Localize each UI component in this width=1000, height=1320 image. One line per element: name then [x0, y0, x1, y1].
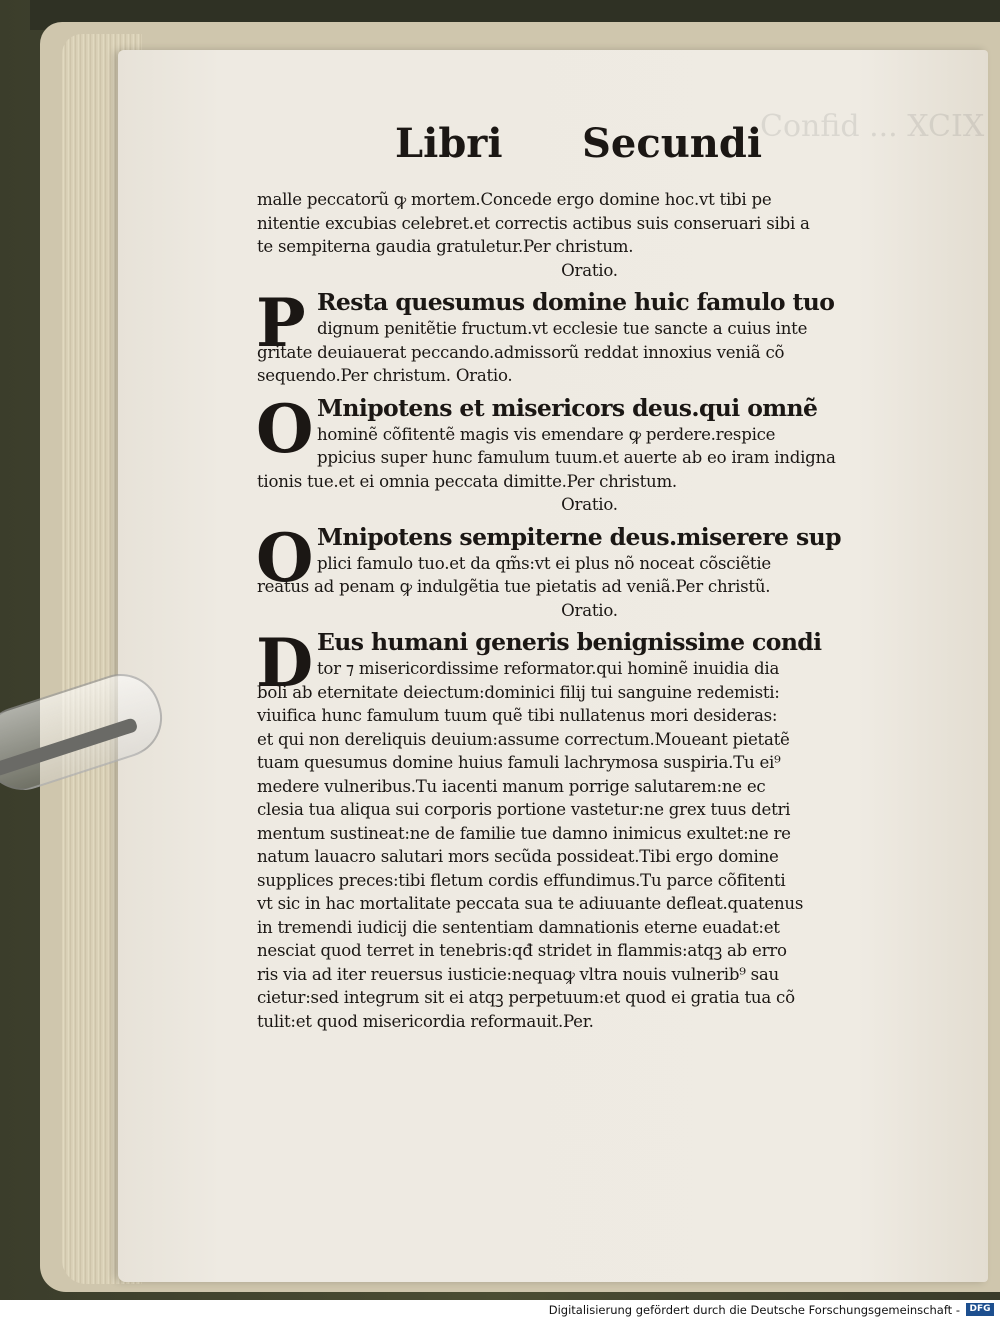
initial-letter: O [256, 518, 314, 597]
text-line: in tremendi iudicij die sententiam damnationis eterne euadat:et [257, 917, 780, 937]
footer-bar [0, 1300, 1000, 1320]
oratio-label: Oratio. [561, 495, 618, 514]
lead-line: Mnipotens et misericors deus.qui omnẽ [317, 393, 818, 422]
text-line: natum lauacro salutari mors secũda possideat.Tibi ergo domine [257, 847, 779, 866]
text-line: malle peccatorũ ꝙ mortem.Concede ergo domine hoc.vt tibi pe [257, 190, 772, 209]
text-line: et qui non dereliquis deuium:assume correctum.Moueant pietatẽ [257, 729, 790, 749]
initial-letter: O [256, 389, 314, 468]
text-line: tionis tue.et ei omnia peccata dimitte.Per christum. [257, 471, 677, 491]
lead-line: Resta quesumus domine huic famulo tuo [317, 288, 835, 316]
text-line: dignum penitẽtie fructum.vt ecclesie tue sancte a cuius inte [317, 319, 808, 338]
initial-letter: P [256, 284, 306, 362]
intro-block [257, 188, 882, 282]
prayer-paragraph-2 [256, 389, 882, 517]
bleed-through-text: Confid ... XCIX [760, 110, 985, 144]
text-line: medere vulneribus.Tu iacenti manum porrige salutarem:ne ec [257, 776, 766, 796]
text-line: nitentie excubias celebret.et correctis actibus suis conseruari sibi a [257, 213, 810, 233]
text-line: viuifica hunc famulum tuum quẽ tibi nullatenus mori desideras: [257, 706, 778, 725]
text-column [257, 120, 882, 1033]
text-line: supplices preces:tibi fletum cordis effundimus.Tu parce cõfitenti [257, 870, 786, 890]
running-heading [257, 120, 882, 188]
text-line: ris via ad iter reuersus iusticie:nequaꝙ vltra nouis vulnerib⁹ sau [257, 964, 779, 984]
text-line: hominẽ cõfitentẽ magis vis emendare ꝙ perdere.respice [317, 424, 776, 444]
text-line: nesciat quod terret in tenebris:qđ stridet in flammis:atqꝫ ab erro [257, 941, 787, 960]
oratio-label: Oratio. [561, 260, 618, 280]
text-line: cietur:sed integrum sit ei atqꝫ perpetuum:et quod ei gratia tua cõ [257, 988, 795, 1007]
text-line: reatus ad penam ꝙ indulgẽtia tue pietatis ad veniã.Per christũ. [257, 577, 771, 596]
text-line: ppicius super hunc famulum tuum.et auerte ab eo iram indigna [317, 448, 836, 467]
text-line: tuam quesumus domine huius famuli lachrymosa suspiria.Tu ei⁹ [257, 753, 781, 772]
prayer-paragraph-3 [256, 518, 882, 623]
initial-letter: D [256, 624, 314, 702]
text-line: plici famulo tuo.et da qm̃s:vt ei plus nõ noceat cõsciẽtie [317, 553, 771, 573]
dfg-logo: DFG [966, 1303, 994, 1316]
text-line: gritate deuiauerat peccando.admissorũ reddat innoxius veniã cõ [257, 342, 785, 362]
lead-line: Mnipotens sempiterne deus.miserere sup [317, 522, 841, 551]
prayer-paragraph-4 [256, 624, 882, 1033]
oratio-label: Oratio. [561, 600, 618, 620]
text-line: clesia tua aliqua sui corporis portione vastetur:ne grex tuus detri [257, 800, 791, 819]
text-line: te sempiterna gaudia gratuletur.Per christum. [257, 237, 634, 256]
text-line: tulit:et quod misericordia reformauit.Per. [257, 1011, 594, 1031]
footer-credit: Digitalisierung gefördert durch die Deutsche Forschungsgemeinschaft - [548, 1303, 960, 1317]
text-line: tor ⁊ misericordissime reformator.qui hominẽ inuidia dia [317, 659, 780, 678]
text-line: boli ab eternitate deiectum:dominici filij tui sanguine redemisti: [257, 682, 780, 702]
text-line: mentum sustineat:ne de familie tue damno inimicus exultet:ne re [257, 823, 791, 843]
heading-word-secundi: Secundi [582, 120, 763, 167]
text-line: vt sic in hac mortalitate peccata sua te adiuuante defleat.quatenus [257, 894, 804, 913]
prayer-paragraph-1 [256, 284, 882, 388]
lead-line: Eus humani generis benignissime condi [317, 628, 822, 656]
heading-word-libri: Libri [395, 120, 503, 167]
text-line: sequendo.Per christum. Oratio. [257, 366, 513, 385]
